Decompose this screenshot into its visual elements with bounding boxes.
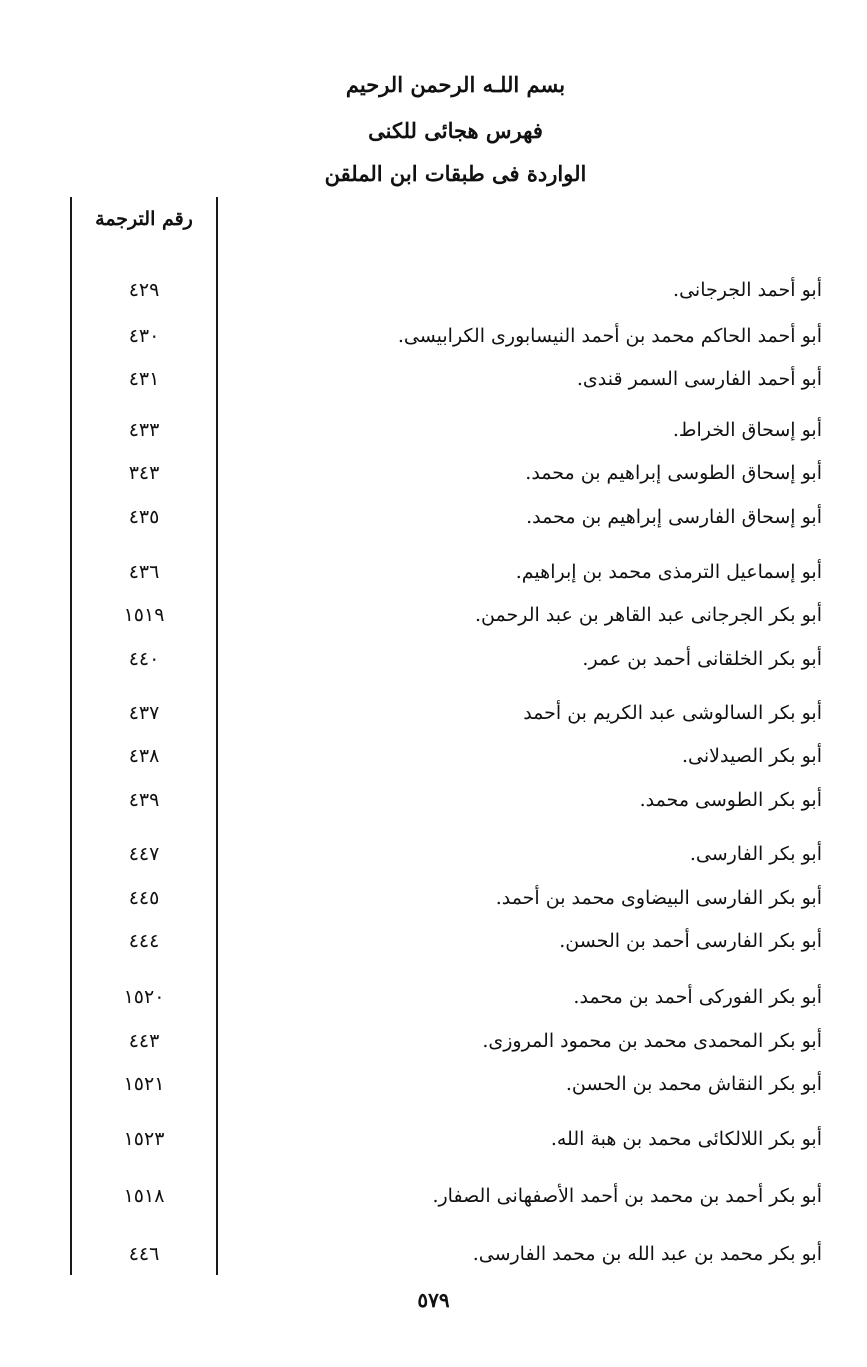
- entry-name: أبو أحمد الحاكم محمد بن أحمد النيسابورى الكرابيسى.: [397, 325, 822, 347]
- index-entry: [0, 740, 867, 772]
- entry-number: ١٥١٨: [123, 1185, 165, 1207]
- index-entry: [0, 838, 867, 870]
- index-entry: [0, 1238, 867, 1270]
- entry-name: أبو بكر محمد بن عبد الله بن محمد الفارسى.: [472, 1243, 822, 1265]
- entry-name: أبو إسحاق الخراط.: [672, 419, 822, 441]
- index-entry: [0, 1025, 867, 1057]
- entry-number: ٤٣٩: [128, 789, 160, 811]
- entry-name: أبو بكر أحمد بن محمد بن أحمد الأصفهانى الصفار.: [432, 1185, 822, 1207]
- entry-name: أبو بكر النقاش محمد بن الحسن.: [565, 1073, 822, 1095]
- entry-name: أبو أحمد الجرجانى.: [673, 279, 822, 301]
- entry-name: أبو بكر الفارسى.: [689, 843, 822, 865]
- entry-name: أبو بكر الفوركى أحمد بن محمد.: [573, 986, 822, 1008]
- index-entry: [0, 697, 867, 729]
- entry-number: ٤٤٧: [128, 843, 160, 865]
- entry-name: أبو بكر اللالكائى محمد بن هبة الله.: [550, 1128, 822, 1150]
- entry-name: أبو بكر الفارسى البيضاوى محمد بن أحمد.: [495, 887, 822, 909]
- index-entry: [0, 320, 867, 352]
- entry-name: أبو إسماعيل الترمذى محمد بن إبراهيم.: [515, 561, 822, 583]
- page-number: ٥٧٩: [417, 1288, 450, 1312]
- index-entry: [0, 1180, 867, 1212]
- index-entry: [0, 1123, 867, 1155]
- index-entry: [0, 599, 867, 631]
- entry-number: ٤٣٦: [128, 561, 160, 583]
- entry-name: أبو بكر الصيدلانى.: [682, 745, 822, 767]
- entry-number: ٤٤٤: [128, 930, 160, 952]
- entry-name: أبو إسحاق الطوسى إبراهيم بن محمد.: [525, 462, 822, 484]
- entry-number: ١٥٢٣: [123, 1128, 165, 1150]
- entry-name: أبو أحمد الفارسى السمر قندى.: [576, 368, 822, 390]
- index-entry: [0, 643, 867, 675]
- entry-number: ٤٤٠: [128, 648, 160, 670]
- index-entry: [0, 556, 867, 588]
- entry-name: أبو بكر الخلقانى أحمد بن عمر.: [582, 648, 822, 670]
- entry-name: أبو بكر الجرجانى عبد القاهر بن عبد الرحمن.: [475, 604, 822, 626]
- entry-name: أبو بكر الطوسى محمد.: [639, 789, 822, 811]
- index-entry: [0, 925, 867, 957]
- entry-number: ٤٣٧: [128, 702, 160, 724]
- entry-number: ٤٣٨: [128, 745, 160, 767]
- index-entry: [0, 784, 867, 816]
- entry-name: أبو بكر المحمدى محمد بن محمود المروزى.: [482, 1030, 822, 1052]
- entry-number: ٤٣٥: [128, 506, 160, 528]
- index-entry: [0, 457, 867, 489]
- entry-number: ١٥٢١: [123, 1073, 165, 1095]
- index-entry: [0, 363, 867, 395]
- index-entry: [0, 414, 867, 446]
- entry-number: ١٥٢٠: [123, 986, 165, 1008]
- index-subtitle: الواردة فى طبقات ابن الملقن: [324, 161, 587, 186]
- index-title: فهرس هجائى للكنى: [368, 118, 543, 143]
- index-entry: [0, 1068, 867, 1100]
- entry-number: ٤٤٥: [128, 887, 160, 909]
- index-entry: [0, 882, 867, 914]
- entry-name: أبو بكر السالوشى عبد الكريم بن أحمد: [523, 702, 822, 724]
- index-entry: [0, 501, 867, 533]
- entry-number: ٤٣٣: [128, 419, 160, 441]
- entry-number: ٤٢٩: [128, 279, 160, 301]
- index-entry: [0, 981, 867, 1013]
- entry-number: ٤٤٦: [128, 1243, 160, 1265]
- header-basmala: بسم اللـه الرحمن الرحيم: [345, 72, 566, 97]
- entry-number: ٣٤٣: [128, 462, 160, 484]
- column-rule-right: [216, 197, 218, 1275]
- column-header-biography-number: رقم الترجمة: [95, 208, 193, 230]
- column-rule-left: [70, 197, 72, 1275]
- entry-number: ٤٤٣: [128, 1030, 160, 1052]
- entry-number: ١٥١٩: [123, 604, 165, 626]
- entry-number: ٤٣١: [128, 368, 160, 390]
- index-entry: [0, 274, 867, 306]
- entry-name: أبو إسحاق الفارسى إبراهيم بن محمد.: [526, 506, 822, 528]
- entry-name: أبو بكر الفارسى أحمد بن الحسن.: [559, 930, 822, 952]
- entry-number: ٤٣٠: [128, 325, 160, 347]
